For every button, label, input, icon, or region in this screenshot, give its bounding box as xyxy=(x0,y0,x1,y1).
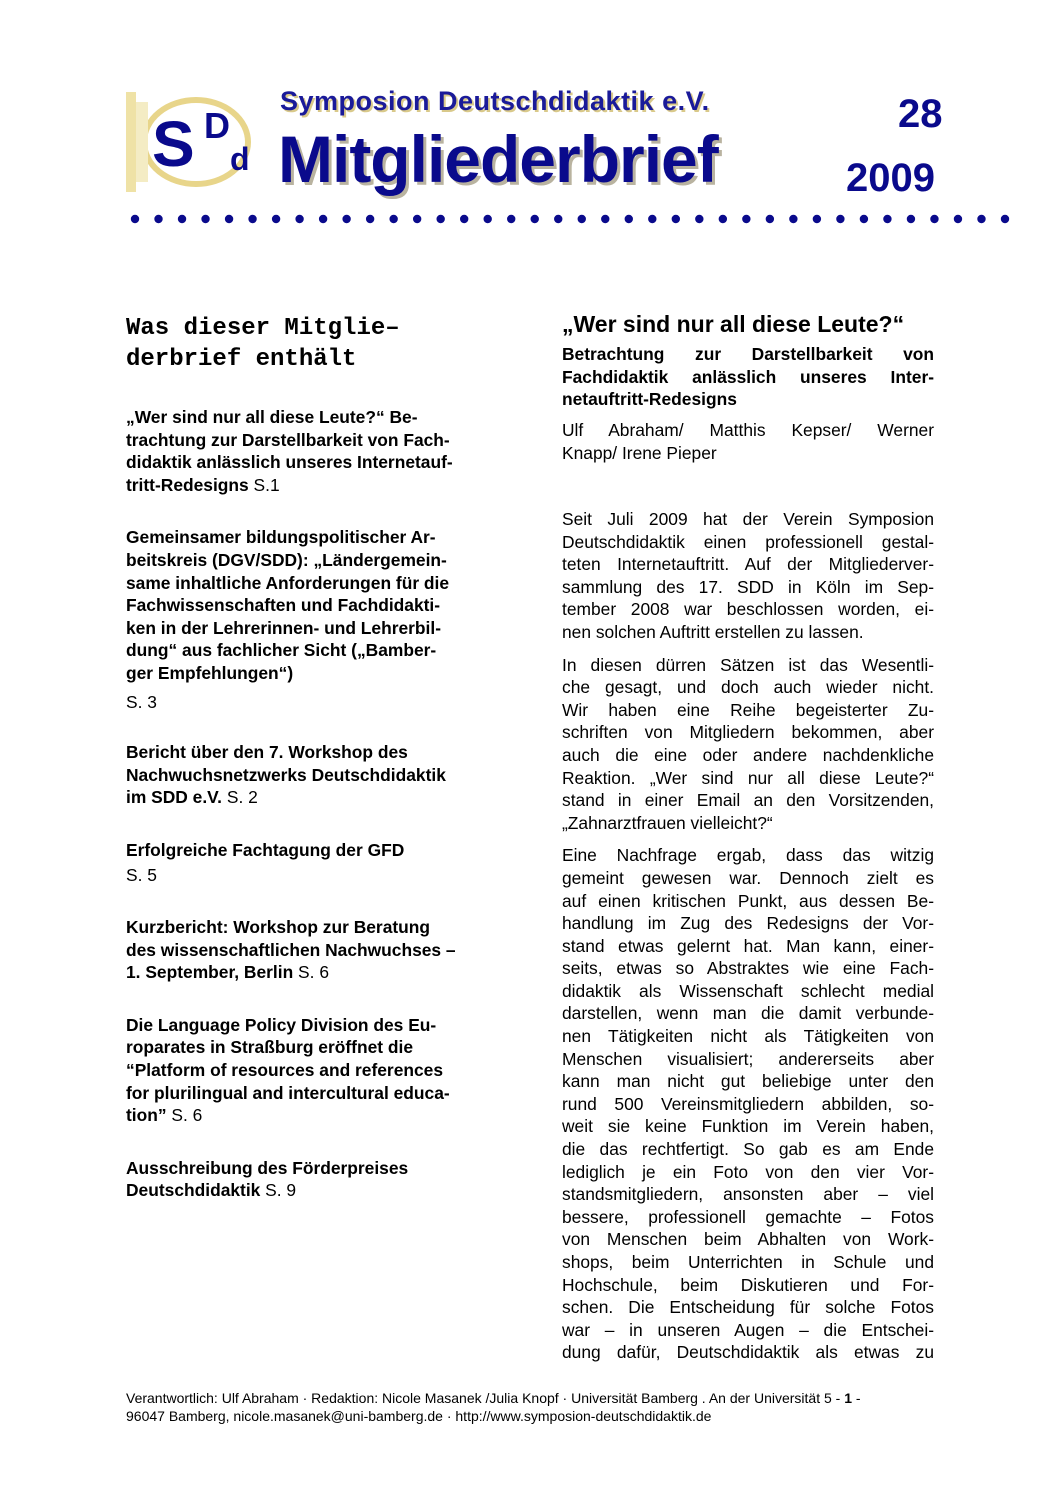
text-line: darstellen, wenn man die damit verbunde- xyxy=(562,1003,934,1024)
text-line: Ulf Abraham/ Matthis Kepser/ Werner xyxy=(562,420,934,440)
text-line: In diesen dürren Sätzen ist das Wesentli- xyxy=(562,654,934,675)
divider-dot xyxy=(272,215,280,223)
divider-dot xyxy=(813,215,821,223)
footer-line-2: 96047 Bamberg, nicole.masanek@uni-bamberg.de · http://www.symposion-deutschdidaktik.de xyxy=(126,1408,712,1424)
toc-entry-title: Fachwissenschaften und Fachdidakti- xyxy=(126,595,441,616)
toc-entry xyxy=(126,406,498,496)
text-line: schen. Die Entscheidung für solche Fotos xyxy=(562,1297,934,1318)
text-line: netauftritt-Redesigns xyxy=(562,389,737,410)
toc-entry-line xyxy=(126,764,498,787)
divider-dot xyxy=(319,215,327,223)
toc-entry xyxy=(126,1014,498,1127)
divider-dot xyxy=(342,215,350,223)
toc-entry-line xyxy=(126,617,498,640)
toc-entry-title: Deutschdidaktik xyxy=(126,1180,261,1201)
divider-dot xyxy=(625,215,633,223)
divider-dot xyxy=(131,215,139,223)
text-line: sammlung des 17. SDD in Köln im Sep- xyxy=(562,576,934,597)
divider-dot xyxy=(366,215,374,223)
divider-dot xyxy=(954,215,962,223)
toc-entry-line xyxy=(126,786,498,809)
text-line: rund 500 Vereinsmitgliedern abbilden, so- xyxy=(562,1093,934,1114)
toc-heading xyxy=(126,313,506,375)
divider-dot xyxy=(484,215,492,223)
toc-entry-title: im SDD e.V. xyxy=(126,787,223,808)
toc-page-ref: S. 2 xyxy=(222,787,258,808)
toc-entry-title: trachtung zur Darstellbarkeit von Fach- xyxy=(126,429,450,450)
divider-dot xyxy=(248,215,256,223)
text-line: weit sie keine Funktion im Verein haben, xyxy=(562,1116,934,1137)
text-line: schriften von Mitgliedern bekommen, aber xyxy=(562,722,934,743)
toc-entry xyxy=(126,916,498,984)
toc-entry-title: Die Language Policy Division des Eu- xyxy=(126,1014,437,1035)
toc-page-ref: S. 6 xyxy=(166,1105,203,1126)
text-line: von Menschen beim Abhalten von Work- xyxy=(562,1229,934,1250)
text-line: die das rechtfertigt. So gab es am Ende xyxy=(562,1139,934,1160)
toc-entry-title: same inhaltliche Anforderungen für die xyxy=(126,572,450,593)
toc-page-ref: S. 3 xyxy=(126,691,157,712)
text-line: stand in einer Email an den Vorsitzenden, xyxy=(562,790,934,811)
text-line: seits, etwas so Abstraktes wie eine Fach- xyxy=(562,958,934,979)
article-paragraph xyxy=(562,844,934,1364)
text-line: gemeint gewesen war. Dennoch zielt es xyxy=(562,867,934,888)
divider-dot xyxy=(578,215,586,223)
text-line: Knapp/ Irene Pieper xyxy=(562,442,717,463)
divider-dot xyxy=(836,215,844,223)
toc-entry-line xyxy=(126,594,498,617)
divider-dot xyxy=(154,215,162,223)
toc-entry xyxy=(126,741,498,809)
toc-entry-title: des wissenschaftlichen Nachwuchses – xyxy=(126,939,456,960)
divider-dot xyxy=(907,215,915,223)
toc-entry-line xyxy=(126,1104,498,1127)
toc-entry-line xyxy=(126,1082,498,1105)
toc-page-ref: S. 9 xyxy=(260,1180,297,1201)
divider-dot xyxy=(507,215,515,223)
divider-dot xyxy=(225,215,233,223)
text-line: auch die eine oder andere nachdenkliche xyxy=(562,744,934,765)
divider-dot xyxy=(178,215,186,223)
divider-dot xyxy=(930,215,938,223)
divider-dot xyxy=(719,215,727,223)
text-line: dung dafür, Deutschdidaktik als etwas zu xyxy=(562,1342,934,1363)
toc-entry-title: Gemeinsamer bildungspolitischer Ar- xyxy=(126,527,436,548)
toc-entry-title: “Platform of resources and references xyxy=(126,1060,444,1081)
text-line: standsmitgliedern, ansonsten aber – viel xyxy=(562,1184,934,1205)
toc-entry-line xyxy=(126,916,498,939)
toc-entry xyxy=(126,526,498,713)
toc-entry-title: didaktik anlässlich unseres Internetauf- xyxy=(126,452,453,473)
footer-line-1 xyxy=(126,1389,986,1407)
text-line: Fachdidaktik anlässlich unseres Inter- xyxy=(562,366,934,387)
page-number: 1 xyxy=(844,1390,853,1406)
toc-page-ref: S.1 xyxy=(248,474,280,495)
divider-dot xyxy=(742,215,750,223)
toc-entry-title: ken in der Lehrerinnen- und Lehrerbil- xyxy=(126,617,442,638)
toc-page-ref: S. 6 xyxy=(293,962,329,983)
divider-dot xyxy=(789,215,797,223)
divider-dot xyxy=(389,215,397,223)
divider-dot xyxy=(766,215,774,223)
toc-entry-title: ger Empfehlungen“) xyxy=(126,662,294,683)
divider-dot xyxy=(695,215,703,223)
toc-entry-title: beitskreis (DGV/SDD): „Ländergemein- xyxy=(126,549,447,570)
toc-entry-line xyxy=(126,939,498,962)
toc-entry-line xyxy=(126,1036,498,1059)
toc-entry-line xyxy=(126,474,498,497)
article-paragraph xyxy=(562,654,934,835)
text-line: nen Tätigkeiten nicht als Tätigkeiten von xyxy=(562,1026,934,1047)
toc-heading-line: Was dieser Mitglie– xyxy=(126,315,400,342)
text-line: teten Internetauftritt. Auf der Mitgliederver- xyxy=(562,554,934,575)
toc-entry-line xyxy=(126,451,498,474)
divider-dot xyxy=(1001,215,1009,223)
text-line: che gesagt, und doch auch wieder nicht. xyxy=(562,677,934,698)
text-line: Reaktion. „Wer sind nur all diese Leute?“ xyxy=(562,767,934,788)
divider-dot xyxy=(436,215,444,223)
table-of-contents xyxy=(126,406,498,1202)
toc-entry-line xyxy=(126,549,498,572)
toc-entry-line xyxy=(126,429,498,452)
footer-page-prefix: - xyxy=(831,1390,845,1406)
toc-entry-line xyxy=(126,1157,498,1180)
divider-dot xyxy=(977,215,985,223)
text-line: stand etwas gelernt hat. Man kann, einer- xyxy=(562,935,934,956)
toc-entry-title: roparates in Straßburg eröffnet die xyxy=(126,1037,413,1058)
text-line: war – in unseren Augen – die Entschei- xyxy=(562,1319,934,1340)
text-line: shops, beim Unterrichten in Schule und xyxy=(562,1252,934,1272)
text-line: Eine Nachfrage ergab, dass das witzig xyxy=(562,845,934,866)
toc-entry-title: Ausschreibung des Förderpreises xyxy=(126,1157,409,1178)
logo-d-lower: d xyxy=(230,141,250,177)
text-line: nen solchen Auftritt erstellen zu lassen. xyxy=(562,621,864,642)
toc-entry-title: Nachwuchsnetzwerks Deutschdidaktik xyxy=(126,764,446,785)
text-line: auf einen kritischen Punkt, aus dessen Be- xyxy=(562,890,934,911)
text-line: kann man nicht gut beliebige unter den xyxy=(562,1071,934,1092)
toc-entry-title: for plurilingual and intercultural educa- xyxy=(126,1082,450,1103)
toc-entry-line xyxy=(126,1059,498,1082)
page-footer xyxy=(126,1389,986,1425)
divider-dot xyxy=(672,215,680,223)
toc-page-ref: S. 5 xyxy=(126,864,157,885)
toc-entry-line xyxy=(126,1014,498,1037)
divider-dot xyxy=(883,215,891,223)
divider-dot xyxy=(460,215,468,223)
toc-entry-title: „Wer sind nur all diese Leute?“ Be- xyxy=(126,407,418,427)
footer-imprint: Verantwortlich: Ulf Abraham · Redaktion: Nicole Masanek /Julia Knopf · Universität Bamberg . An der Universität 5 xyxy=(126,1390,832,1406)
divider-dot xyxy=(201,215,209,223)
toc-entry-line xyxy=(126,572,498,595)
divider-dot xyxy=(531,215,539,223)
organization-name: Symposion Deutschdidaktik e.V. xyxy=(280,86,710,116)
article-subtitle xyxy=(562,343,934,411)
article-authors xyxy=(562,419,934,464)
divider-dot xyxy=(860,215,868,223)
text-line: Menschen visualisiert; andererseits aber xyxy=(562,1048,934,1069)
logo-s: S xyxy=(152,108,195,180)
text-line: handlung im Zug des Redesigns der Vor- xyxy=(562,913,934,934)
article-body xyxy=(562,508,934,1364)
toc-heading-line: derbrief enthält xyxy=(126,346,357,373)
toc-entry xyxy=(126,1157,498,1202)
divider-dot xyxy=(601,215,609,223)
toc-entry-line xyxy=(126,406,498,429)
toc-entry-title: Kurzbericht: Workshop zur Beratung xyxy=(126,917,431,938)
text-line: Hochschule, beim Diskutieren und For- xyxy=(562,1274,934,1295)
logo-d-upper: D xyxy=(204,105,230,146)
text-line: Seit Juli 2009 hat der Verein Symposion xyxy=(562,509,934,529)
divider-dot xyxy=(648,215,656,223)
toc-entry-line xyxy=(126,662,498,685)
divider-dot xyxy=(295,215,303,223)
paragraph-gap xyxy=(562,834,934,844)
toc-entry-line xyxy=(126,1179,498,1202)
toc-entry-line xyxy=(126,526,498,549)
toc-entry-line xyxy=(126,741,498,764)
text-line: „Zahnarztfrauen vielleicht?“ xyxy=(562,812,773,833)
toc-entry-title: tion” xyxy=(126,1105,167,1126)
toc-entry-title: Erfolgreiche Fachtagung der GFD xyxy=(126,839,405,860)
publication-title: Mitgliederbrief xyxy=(278,122,718,196)
paragraph-gap xyxy=(562,644,934,654)
divider-dot xyxy=(413,215,421,223)
toc-entry-line xyxy=(126,639,498,662)
divider-dot xyxy=(554,215,562,223)
text-line: Betrachtung zur Darstellbarkeit von xyxy=(562,344,934,364)
issue-year: 2009 xyxy=(846,156,935,200)
footer-page-suffix: - xyxy=(852,1390,861,1406)
dotted-divider xyxy=(130,212,1010,226)
issue-number: 28 xyxy=(898,92,943,136)
toc-entry xyxy=(126,839,498,886)
text-line: lediglich je ein Foto von den vier Vor- xyxy=(562,1161,934,1182)
toc-entry-line xyxy=(126,839,498,862)
toc-entry-title: Bericht über den 7. Workshop des xyxy=(126,742,408,763)
toc-entry-title: 1. September, Berlin xyxy=(126,962,294,983)
text-line: Wir haben eine Reihe begeisterter Zu- xyxy=(562,699,934,720)
toc-entry-line xyxy=(126,961,498,984)
toc-entry-title: tritt-Redesigns xyxy=(126,474,249,495)
toc-entry-title: dung“ aus fachlicher Sicht („Bamber- xyxy=(126,640,437,661)
text-line: didaktik als Wissenschaft schlecht medial xyxy=(562,980,934,1001)
article-title: „Wer sind nur all diese Leute?“ xyxy=(562,311,905,337)
text-line: bessere, professionell gemachte – Fotos xyxy=(562,1206,934,1227)
article-paragraph xyxy=(562,508,934,644)
sdd-logo xyxy=(126,92,276,208)
text-line: Deutschdidaktik einen professionell gestal- xyxy=(562,531,934,552)
text-line: tember 2008 war beschlossen worden, ei- xyxy=(562,599,934,620)
